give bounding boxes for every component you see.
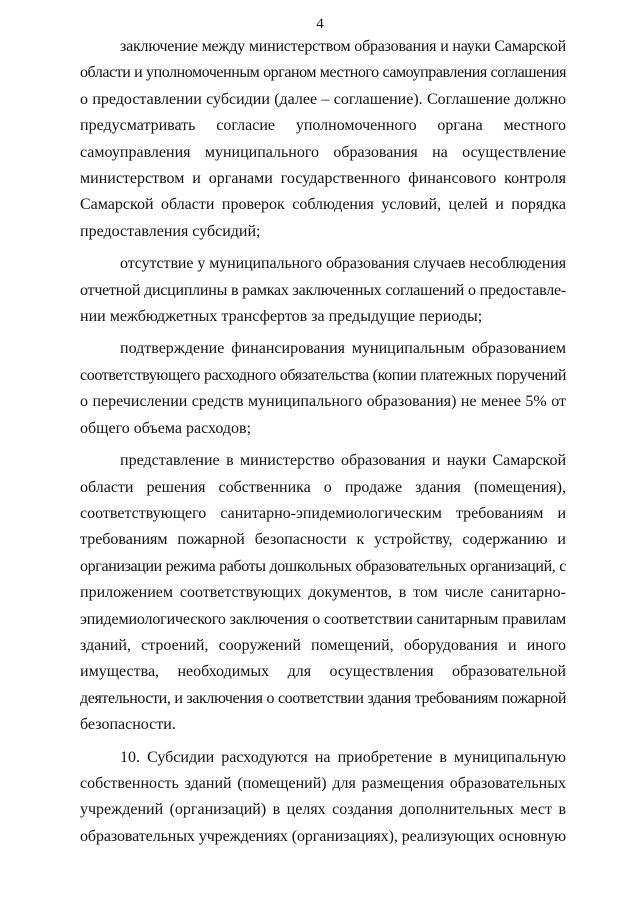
text-line: представление в министерство образования и науки Самарской [120, 452, 566, 470]
text-line: имущества, необходимых для осуществления образовательной [80, 663, 566, 681]
page-number: 4 [316, 16, 324, 32]
text-line: области и уполномоченным органом местного самоуправления соглашения [80, 64, 566, 82]
text-line: требованиям пожарной безопасности к устройству, содержанию и [80, 531, 566, 549]
text-line: министерством и органами государственного финансового контроля [80, 170, 566, 188]
paragraph-submission [80, 448, 566, 738]
paragraph-financing [80, 336, 566, 442]
text-line: образовательных учреждениях (организациях), реализующих основную [80, 827, 566, 845]
text-line: предусматривать согласие уполномоченного органа местного [80, 117, 566, 135]
text-line: отсутствие у муниципального образования случаев несоблюдения [120, 255, 566, 273]
text-line: соответствующего санитарно-эпидемиологическим требованиям и [80, 504, 566, 522]
text-line: эпидемиологического заключения о соответствии санитарным правилам [80, 610, 566, 628]
text-line: области решения собственника о продаже здания (помещения), [80, 478, 566, 496]
text-line: собственность зданий (помещений) для размещения образовательных [80, 774, 566, 792]
text-line: Самарской области проверок соблюдения условий, целей и порядка [80, 196, 566, 214]
text-line: организации режима работы дошкольных образовательных организаций, с [80, 557, 566, 575]
text-line: безопасности. [80, 716, 176, 734]
paragraph-item-10 [80, 745, 566, 851]
text-line: подтверждение финансирования муниципальным образованием [120, 340, 566, 358]
text-line: отчетной дисциплины в рамках заключенных соглашений о предоставле- [80, 281, 566, 299]
text-line: самоуправления муниципального образования на осуществление [80, 143, 566, 161]
text-line: соответствующего расходного обязательства (копии платежных поручений [80, 366, 566, 384]
text-line: зданий, строений, сооружений помещений, оборудования и иного [80, 636, 566, 654]
text-line: нии межбюджетных трансфертов за предыдущие периоды; [80, 308, 483, 326]
paragraph-discipline [80, 251, 566, 330]
paragraph-agreement [80, 34, 566, 245]
text-line: деятельности, и заключения о соответствии здания требованиям пожарной [80, 689, 566, 707]
text-line: заключение между министерством образования и науки Самарской [120, 38, 566, 55]
text-line: предоставления субсидий; [80, 222, 261, 240]
text-line: учреждений (организаций) в целях создания дополнительных мест в [80, 801, 566, 819]
document-body [80, 34, 566, 856]
text-line: о перечислении средств муниципального образования) не менее 5% от [80, 393, 566, 411]
text-line: 10. Субсидии расходуются на приобретение в муниципальную [120, 748, 566, 766]
text-line: общего объема расходов; [80, 419, 252, 437]
text-line: о предоставлении субсидии (далее – соглашение). Соглашение должно [80, 90, 566, 108]
text-line: приложением соответствующих документов, в том числе санитарно- [80, 584, 566, 602]
